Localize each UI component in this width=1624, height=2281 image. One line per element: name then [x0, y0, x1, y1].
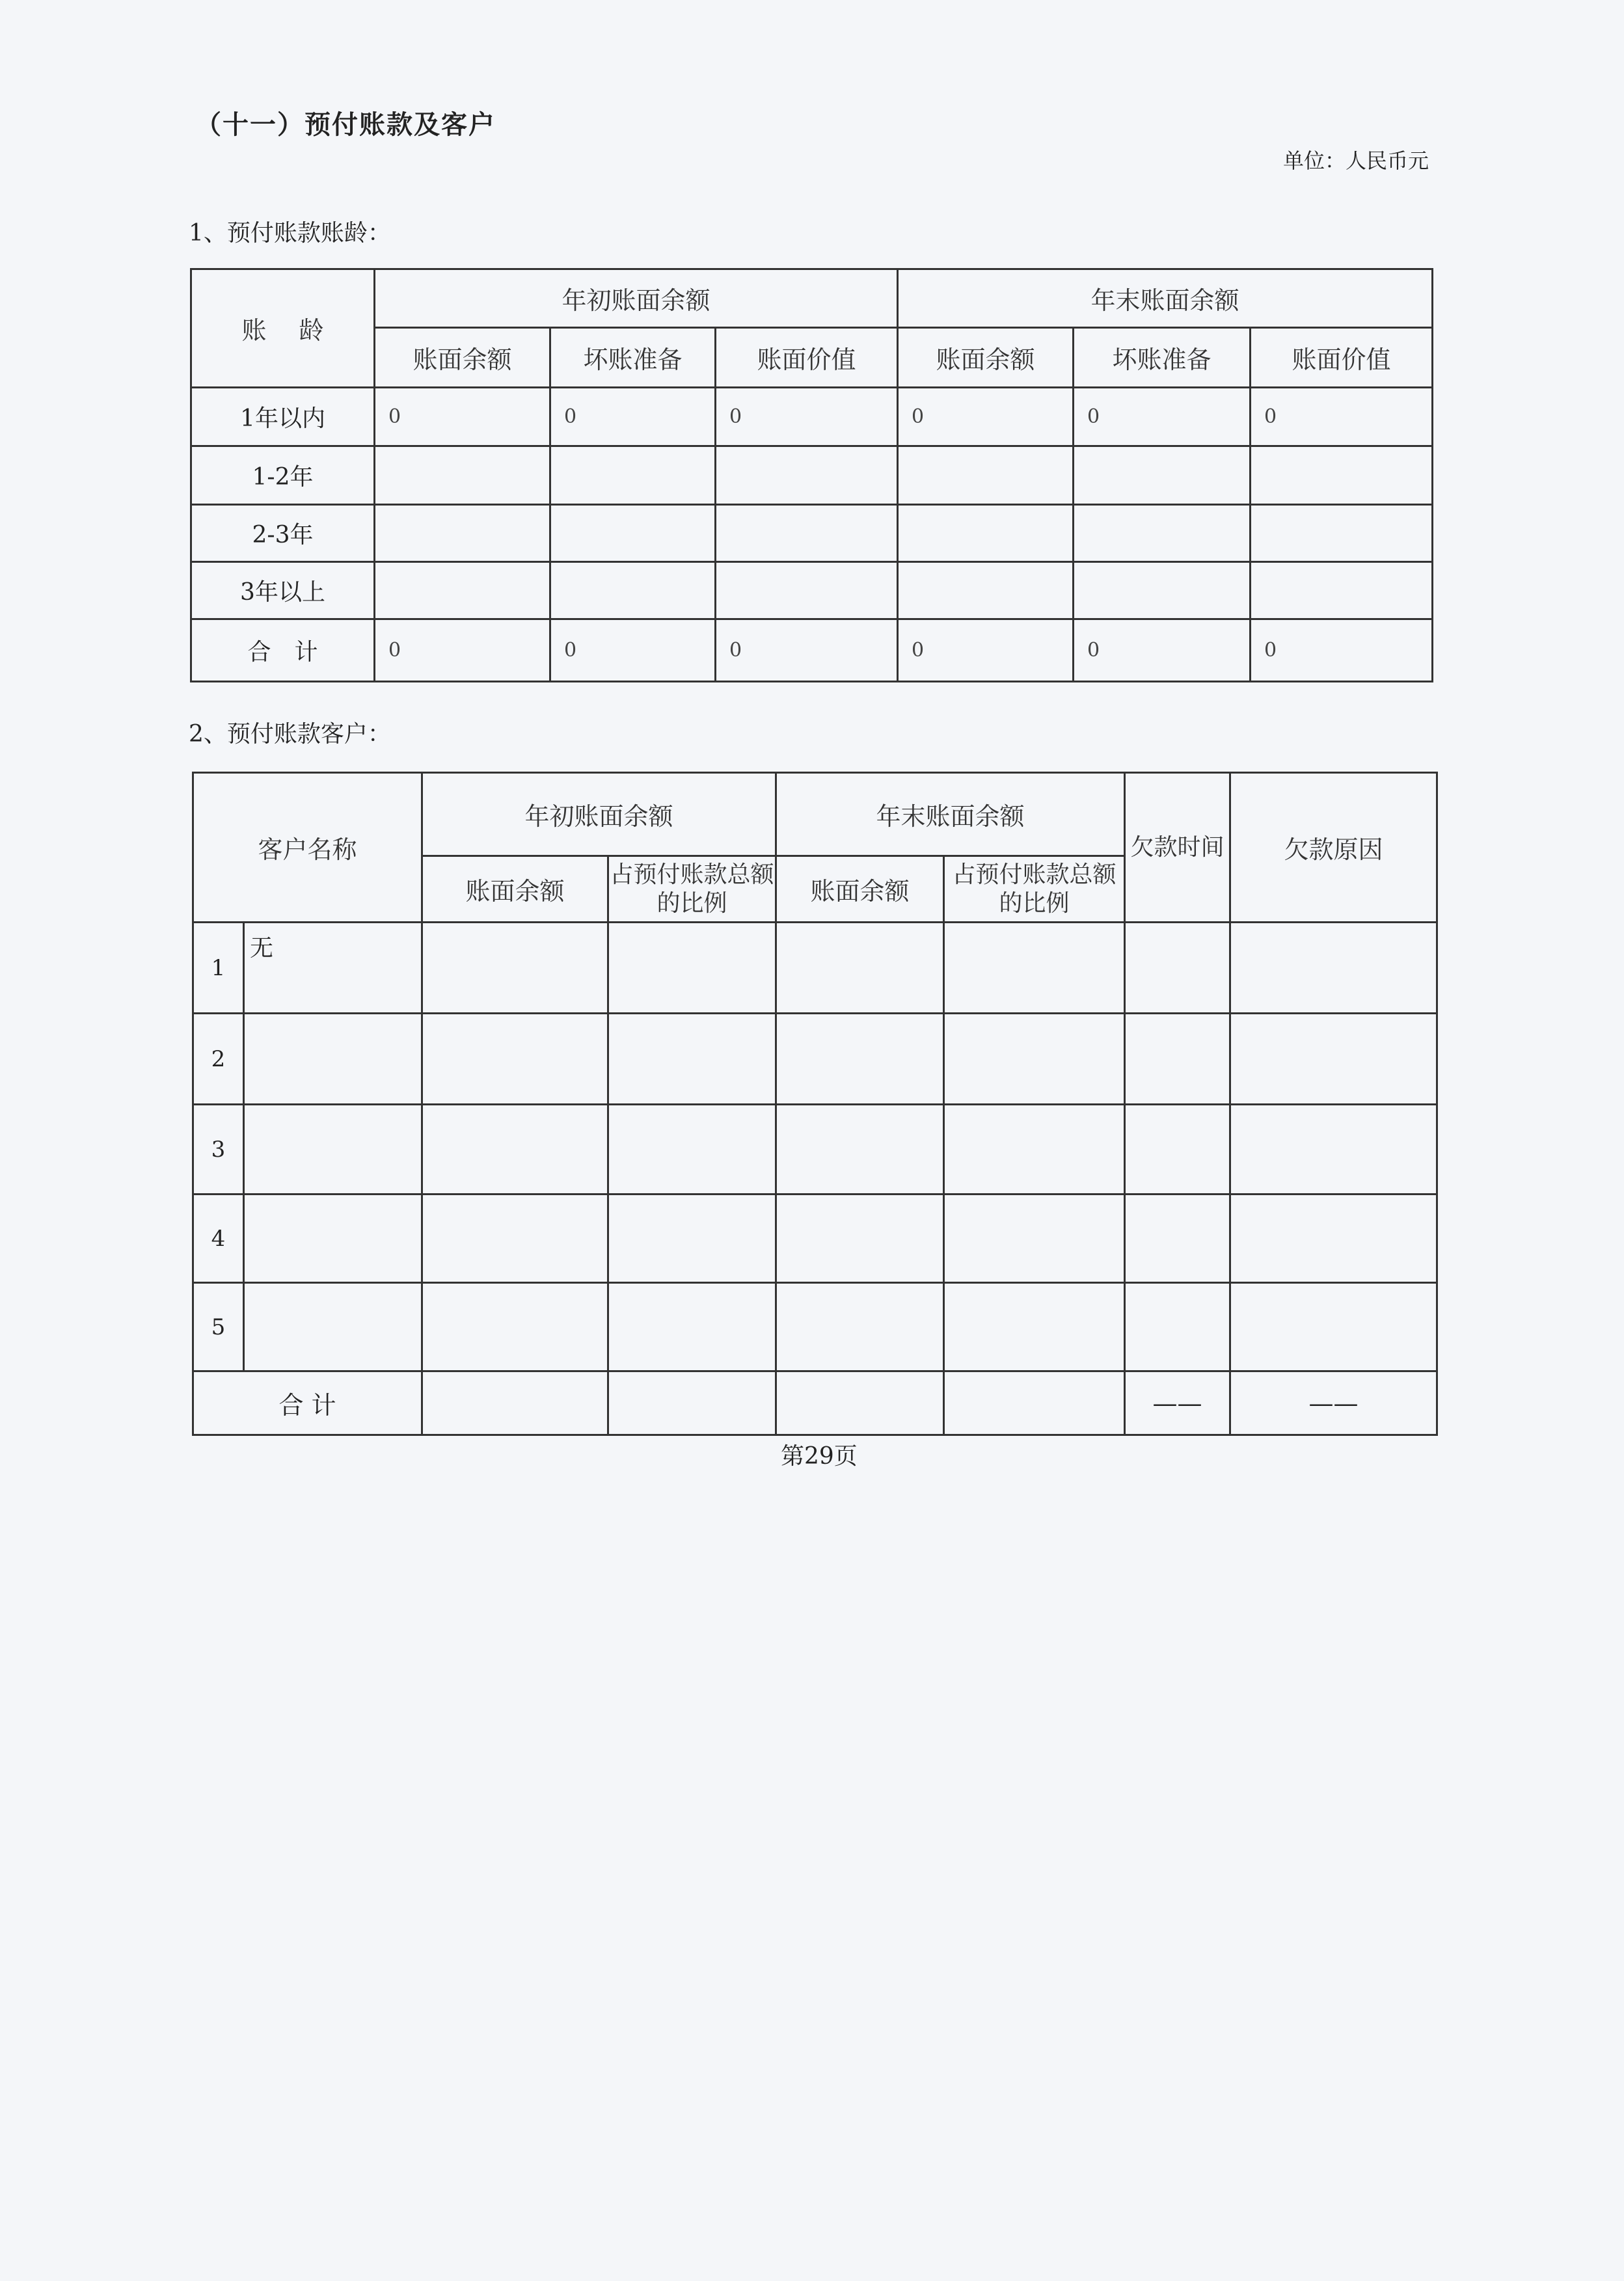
aging-subheader: 坏账准备: [550, 328, 716, 388]
cell-value: [1125, 923, 1230, 1014]
cell-value: [1125, 1105, 1230, 1194]
cell-value: [898, 562, 1074, 619]
cell-value: [1074, 562, 1251, 619]
cell-value: 0: [716, 388, 898, 446]
cell-value: [422, 1194, 608, 1283]
cell-value: 0: [1074, 388, 1251, 446]
cell-value: [776, 923, 944, 1014]
cell-value: [1074, 446, 1251, 505]
table-row-total: [193, 1371, 1437, 1435]
cell-value: [608, 923, 776, 1014]
cust-header-end: 年末账面余额: [776, 773, 1125, 856]
cell-value: [1230, 1014, 1437, 1105]
customers-table: [192, 772, 1438, 1436]
cell-value: [898, 446, 1074, 505]
cell-value: 0: [898, 619, 1074, 682]
cell-value: [776, 1371, 944, 1435]
customer-name: [244, 1283, 422, 1371]
cell-value: 0: [1074, 619, 1251, 682]
table-row: [191, 505, 1433, 562]
row-index: 3: [193, 1105, 244, 1194]
cell-value: 0: [375, 619, 550, 682]
cell-value: [550, 446, 716, 505]
cust-header-name: 客户名称: [193, 773, 422, 923]
table-row: [191, 388, 1433, 446]
cell-value: 0: [375, 388, 550, 446]
cust-subheader: 占预付账款总额的比例: [944, 856, 1125, 923]
total-reason: ——: [1230, 1371, 1437, 1435]
cell-value: [716, 505, 898, 562]
cell-value: [1230, 923, 1437, 1014]
cell-value: [422, 1283, 608, 1371]
cell-value: [1125, 1194, 1230, 1283]
cust-subheader: 占预付账款总额的比例: [608, 856, 776, 923]
row-index: 1: [193, 923, 244, 1014]
cell-value: [550, 562, 716, 619]
row-index: 2: [193, 1014, 244, 1105]
total-time: ——: [1125, 1371, 1230, 1435]
customer-name: [244, 1194, 422, 1283]
cell-value: [608, 1105, 776, 1194]
cell-value: [944, 1283, 1125, 1371]
table-row: [193, 1194, 1437, 1283]
table-row-total: [191, 619, 1433, 682]
aging-subheader: 账面价值: [1251, 328, 1433, 388]
section-title: （十一）预付账款及客户: [195, 109, 496, 140]
cell-value: [1251, 505, 1433, 562]
table-row: [191, 562, 1433, 619]
table-row: [193, 923, 1437, 1014]
cust-subheader: 账面余额: [776, 856, 944, 923]
cell-value: [776, 1014, 944, 1105]
cell-value: [944, 1105, 1125, 1194]
table-row: [193, 1105, 1437, 1194]
total-label: 合 计: [193, 1371, 422, 1435]
cell-value: [1125, 1014, 1230, 1105]
cust-header-start: 年初账面余额: [422, 773, 776, 856]
cell-value: [944, 923, 1125, 1014]
cell-value: [1251, 562, 1433, 619]
aging-header-start: 年初账面余额: [375, 269, 898, 328]
cell-value: [608, 1014, 776, 1105]
table-row: [193, 1014, 1437, 1105]
cell-value: [898, 505, 1074, 562]
customer-name: [244, 1105, 422, 1194]
table-row: [193, 1283, 1437, 1371]
aging-subheader: 账面余额: [898, 328, 1074, 388]
cell-value: [1230, 1283, 1437, 1371]
cell-value: [550, 505, 716, 562]
aging-subheader: 账面价值: [716, 328, 898, 388]
cell-value: [1074, 505, 1251, 562]
aging-subheader: 坏账准备: [1074, 328, 1251, 388]
cell-value: 0: [1251, 388, 1433, 446]
cell-value: [422, 1014, 608, 1105]
cell-value: [375, 505, 550, 562]
cell-value: [1230, 1105, 1437, 1194]
row-label: 2-3年: [191, 505, 375, 562]
row-label: 合 计: [191, 619, 375, 682]
cell-value: [608, 1283, 776, 1371]
cell-value: [608, 1371, 776, 1435]
customer-name: 无: [244, 923, 422, 1014]
cell-value: 0: [1251, 619, 1433, 682]
row-index: 4: [193, 1194, 244, 1283]
cell-value: 0: [550, 388, 716, 446]
cell-value: [375, 562, 550, 619]
cell-value: [1125, 1283, 1230, 1371]
aging-subtitle: 1、预付账款账龄：: [189, 220, 391, 247]
cell-value: [1251, 446, 1433, 505]
aging-table: [190, 268, 1433, 682]
cell-value: [716, 562, 898, 619]
currency-unit: 单位：人民币元: [1282, 148, 1429, 173]
row-label: 1-2年: [191, 446, 375, 505]
page-number: 第29页: [781, 1443, 858, 1470]
aging-header-end: 年末账面余额: [898, 269, 1433, 328]
aging-subheader: 账面余额: [375, 328, 550, 388]
row-label: 1年以内: [191, 388, 375, 446]
cell-value: [716, 446, 898, 505]
cell-value: [944, 1194, 1125, 1283]
cust-subheader: 账面余额: [422, 856, 608, 923]
customer-name: [244, 1014, 422, 1105]
cust-header-time: 欠款时间: [1125, 773, 1230, 923]
cust-header-reason: 欠款原因: [1230, 773, 1437, 923]
cell-value: [375, 446, 550, 505]
cell-value: [422, 923, 608, 1014]
cell-value: [776, 1194, 944, 1283]
aging-header-age: 账 龄: [191, 269, 375, 388]
row-index: 5: [193, 1283, 244, 1371]
customers-subtitle: 2、预付账款客户：: [189, 721, 391, 748]
cell-value: [608, 1194, 776, 1283]
cell-value: [776, 1283, 944, 1371]
cell-value: 0: [716, 619, 898, 682]
cell-value: [944, 1371, 1125, 1435]
cell-value: 0: [898, 388, 1074, 446]
cell-value: 0: [550, 619, 716, 682]
cell-value: [422, 1105, 608, 1194]
cell-value: [776, 1105, 944, 1194]
cell-value: [422, 1371, 608, 1435]
table-row: [191, 446, 1433, 505]
cell-value: [1230, 1194, 1437, 1283]
row-label: 3年以上: [191, 562, 375, 619]
cell-value: [944, 1014, 1125, 1105]
